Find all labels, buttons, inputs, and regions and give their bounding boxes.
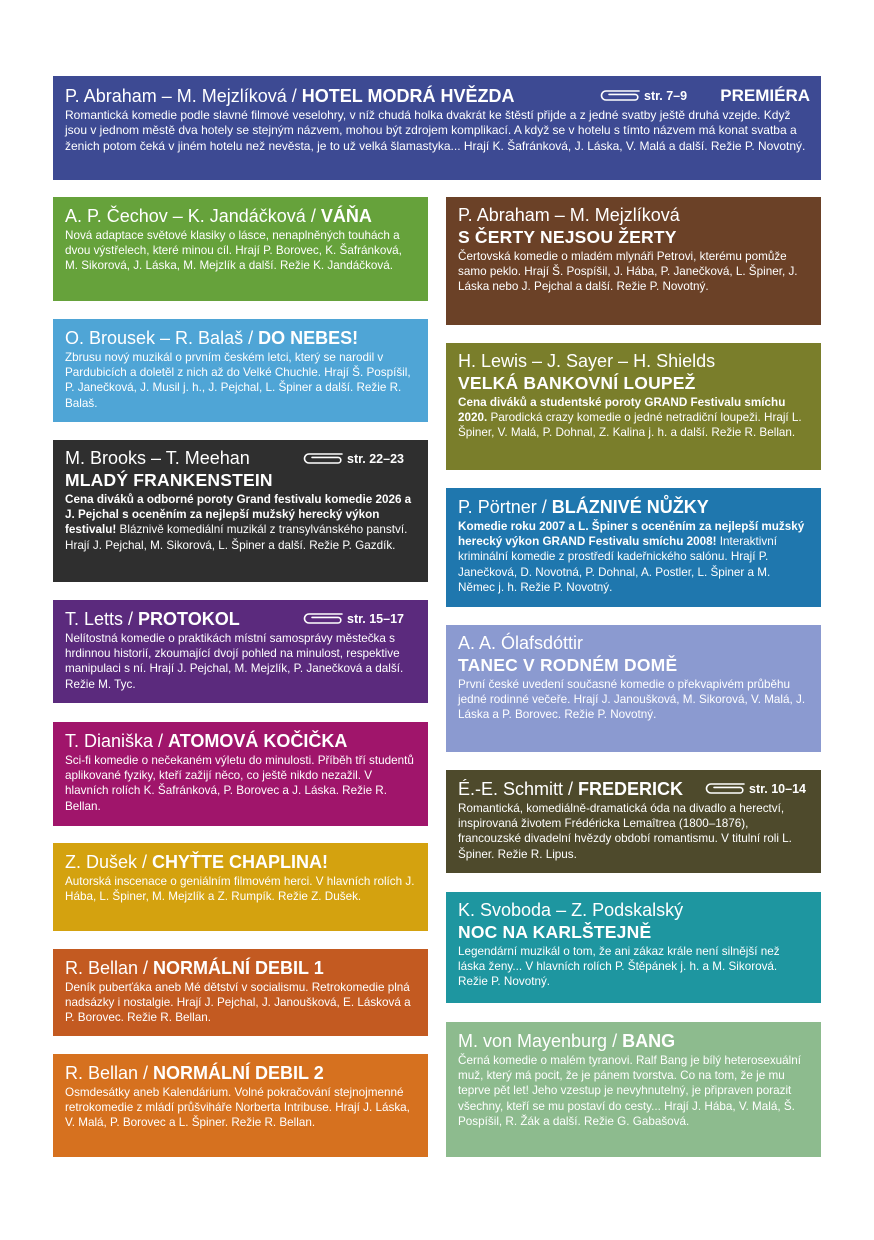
show-description: Autorská inscenace o geniálním filmovém herci. V hlavních rolích J. Hába, L. Špiner, M. Mejzlík a Z. Rumpík. Režie Z. Dušek. <box>65 875 415 904</box>
award-text: Cena diváků a odborné poroty Grand festivalu komedie 2026 a J. Pejchal s oceněním za nejlepší mužský herecký výkon festivalu! <box>65 493 412 537</box>
show-header <box>65 608 417 630</box>
show-title: HOTEL MODRÁ HVĚZDA <box>301 86 515 106</box>
show-description: Deník puberťáka aneb Mé dětství v socialismu. Retrokomedie plná nadsázky i nostalgie. Hrají J. Pejchal, J. Janoušková, E. Lásková a P. Borovec. Režie R. Bellan. <box>65 981 411 1025</box>
show-title: NOC NA KARLŠTEJNĚ <box>458 922 652 942</box>
show-title: VÁŇA <box>320 206 372 226</box>
show-description: Černá komedie o malém tyranovi. Ralf Bang je bílý heterosexuální muž, který má pocit, že je pánem tvorstva. Co na tom, že je mu teprve pět let! Jeho vzestup je nevyhnutelný, je připraven porazit všechny, kteří se mu postaví do cesty... Hrají J. Hába, V. Malá, Š. Pospíšil, R. Žák a další. Režie G. Gabašová. <box>458 1054 802 1128</box>
show-header <box>65 448 417 469</box>
page-reference <box>300 448 404 470</box>
show-description: Sci-fi komedie o nečekaném výletu do minulosti. Příběh tří studentů aplikované fyziky, kteří zažijí něco, co ještě nikdo nezažil. V hlavních rolích K. Šafránková, P. Borovec a J. Láska. Režie R. Bellan. <box>65 754 414 813</box>
show-author: É.-E. Schmitt / <box>458 779 579 799</box>
show-title: TANEC V RODNÉM DOMĚ <box>458 655 678 675</box>
paperclip-icon <box>300 450 344 464</box>
paperclip-icon <box>702 780 746 794</box>
page-reference-text: str. 15–17 <box>347 612 404 626</box>
show-title: FREDERICK <box>578 779 684 799</box>
show-description: Romantická komedie podle slavné filmové veselohry, v níž chudá holka dvakrát ke štěstí přijde a z jedné svatby ještě druhá vzejde. Když jsou v jednom městě dva hotely se stejným názvem, mohou být zdrojem komplikací. A když se v hotelu s tímto názvem má konat svatba a ženich potom čeká v jiném hotelu než nevěsta, je to už velká šlamastyka... Hrají K. Šafránková, J. Láska, V. Malá a další. Režie P. Novotný. <box>65 108 806 153</box>
show-header <box>65 957 417 979</box>
show-title: MLADÝ FRANKENSTEIN <box>65 470 273 490</box>
show-card-mlady-frankenstein <box>53 440 428 582</box>
show-author: P. Abraham – M. Mejzlíková / <box>65 86 302 106</box>
show-author: M. von Mayenburg / <box>458 1031 623 1051</box>
show-header <box>65 85 810 107</box>
show-description <box>458 519 810 595</box>
show-card-chytte-chaplina <box>53 843 428 931</box>
show-description: Legendární muzikál o tom, že ani zákaz krále není silnější než láska ženy... V hlavních rolích P. Štěpánek j. h. a M. Sikorová. Režie P. Novotný. <box>458 945 780 989</box>
show-title: PROTOKOL <box>138 609 240 629</box>
show-author: T. Letts / <box>65 609 139 629</box>
show-header <box>65 327 417 349</box>
show-author: M. Brooks – T. Meehan <box>65 448 250 468</box>
description-text: Parodická crazy komedie o jedné netradiční loupeži. Hrají L. Špiner, V. Malá, P. Dohnal, Z. Kalina j. h. a další. Režie R. Bellan. <box>458 411 802 440</box>
show-card-hotel-modra-hvezda <box>53 76 821 180</box>
show-card-bang <box>446 1022 821 1157</box>
show-card-blaznive-nuzky <box>446 488 821 607</box>
page-reference-text: str. 7–9 <box>644 89 688 103</box>
show-card-do-nebes <box>53 319 428 422</box>
show-description: Romantická, komediálně-dramatická óda na divadlo a herectví, inspirovaná životem Frédéricka Lemaîtrea (1800–1876), francouzské divadelní hvězdy období romantismu. V titulní roli L. Špiner. Režie R. Lipus. <box>458 802 792 861</box>
show-author: R. Bellan / <box>65 1063 154 1083</box>
show-header <box>65 851 417 873</box>
show-author: K. Svoboda – Z. Podskalský <box>458 900 684 920</box>
show-author: R. Bellan / <box>65 958 154 978</box>
show-header <box>458 778 810 800</box>
show-description: První české uvedení současné komedie o překvapivém průběhu jedné rodinné večeře. Hrají J. Janoušková, M. Sikorová, V. Malá, J. Láska a P. Borovec. Režie P. Novotný. <box>458 678 806 722</box>
page-reference <box>702 778 806 800</box>
show-card-normalni-debil-2 <box>53 1054 428 1157</box>
show-description: Nelítostná komedie o praktikách místní samosprávy městečka s hrdinnou historií, zkoumající dvojí pohled na minulost, respektive manipulaci s ní. Hrají J. Pejchal, M. Mejzlík, P. Janečková a další. Režie M. Tyc. <box>65 632 404 691</box>
show-title: DO NEBES! <box>258 328 359 348</box>
show-title: NORMÁLNÍ DEBIL 1 <box>153 958 324 978</box>
award-text: Cena diváků a studentské poroty GRAND Festivalu smíchu 2020. <box>458 396 786 425</box>
show-description: Osmdesátky aneb Kalendárium. Volné pokračování stejnojmenné retrokomedie z mládí průšviháře Norberta Intribuse. Hrají J. Láska, V. Malá, P. Borovec a L. Špiner. Režie R. Bellan. <box>65 1086 410 1130</box>
show-description <box>458 395 810 441</box>
show-description: Nová adaptace světové klasiky o lásce, nenaplněných touhách a dvou výstřelech, které minou cíl. Hrají P. Borovec, K. Šafránková, M. Sikorová, J. Láska, M. Mejzlík a další. Režie K. Jandáčková. <box>65 229 402 273</box>
award-text: Komedie roku 2007 a L. Špiner s oceněním za nejlepší mužský herecký výkon GRAND Festivalu smíchu 2008! <box>458 520 805 549</box>
show-header <box>458 496 810 518</box>
page-reference <box>300 608 404 630</box>
show-description: Zbrusu nový muzikál o prvním českém letci, který se narodil v Pardubicích a doletěl z nich až do Velké Chuchle. Hrají Š. Pospíšil, P. Janečková, J. Musil j. h., J. Pejchal, L. Špiner a další. Režie R. Balaš. <box>65 351 411 410</box>
show-title: CHYŤTE CHAPLINA! <box>152 852 329 872</box>
show-description: Čertovská komedie o mladém mlynáři Petrovi, kterému pomůže samo peklo. Hrají Š. Pospíšil, J. Hába, P. Janečková, L. Špiner, J. Láska nebo J. Pejchal a další. Režie P. Novotný. <box>458 250 798 294</box>
show-card-noc-na-karlstejne <box>446 892 821 1003</box>
show-card-s-certy-nejsou-zerty <box>446 197 821 325</box>
show-title: BLÁZNIVÉ NŮŽKY <box>551 497 709 517</box>
show-card-atomova-kocicka <box>53 722 428 826</box>
show-card-tanec-v-rodnem-dome <box>446 625 821 752</box>
show-author: O. Brousek – R. Balaš / <box>65 328 259 348</box>
show-card-frederick <box>446 770 821 873</box>
show-author: P. Abraham – M. Mejzlíková <box>458 205 680 225</box>
show-card-protokol <box>53 600 428 703</box>
show-card-normalni-debil-1 <box>53 949 428 1036</box>
show-header <box>458 1030 810 1052</box>
show-header <box>65 205 417 227</box>
show-title: NORMÁLNÍ DEBIL 2 <box>153 1063 324 1083</box>
page-reference <box>597 85 687 107</box>
show-card-velka-bankovni-loupez <box>446 343 821 470</box>
description-text: Bláznivě komediální muzikál z transylvánského panství. Hrají J. Pejchal, M. Sikorová, L. Špiner a další. Režie P. Gazdík. <box>65 523 408 552</box>
show-description <box>65 492 417 553</box>
show-author: A. A. Ólafsdóttir <box>458 633 584 653</box>
show-author: P. Pörtner / <box>458 497 552 517</box>
page-reference-text: str. 22–23 <box>347 452 404 466</box>
show-author: H. Lewis – J. Sayer – H. Shields <box>458 351 716 371</box>
description-text: Interaktivní kriminální komedie z prostředí kadeřnického salónu. Hrají P. Janečková, D. Novotná, P. Dohnal, A. Postler, L. Špiner a M. Němec j. h. Režie P. Novotný. <box>458 535 777 594</box>
show-author: T. Dianiška / <box>65 731 169 751</box>
premiere-badge: PREMIÉRA <box>720 86 810 105</box>
show-author: A. P. Čechov – K. Jandáčková / <box>65 206 321 226</box>
paperclip-icon <box>300 610 344 624</box>
page-reference-text: str. 10–14 <box>749 782 806 796</box>
show-title: S ČERTY NEJSOU ŽERTY <box>458 227 677 247</box>
show-card-vana <box>53 197 428 301</box>
paperclip-icon <box>597 87 641 101</box>
show-title: VELKÁ BANKOVNÍ LOUPEŽ <box>458 373 696 393</box>
show-header <box>65 1062 417 1084</box>
show-title: ATOMOVÁ KOČIČKA <box>168 731 348 751</box>
show-header <box>65 730 417 752</box>
show-author: Z. Dušek / <box>65 852 153 872</box>
show-title: BANG <box>622 1031 676 1051</box>
